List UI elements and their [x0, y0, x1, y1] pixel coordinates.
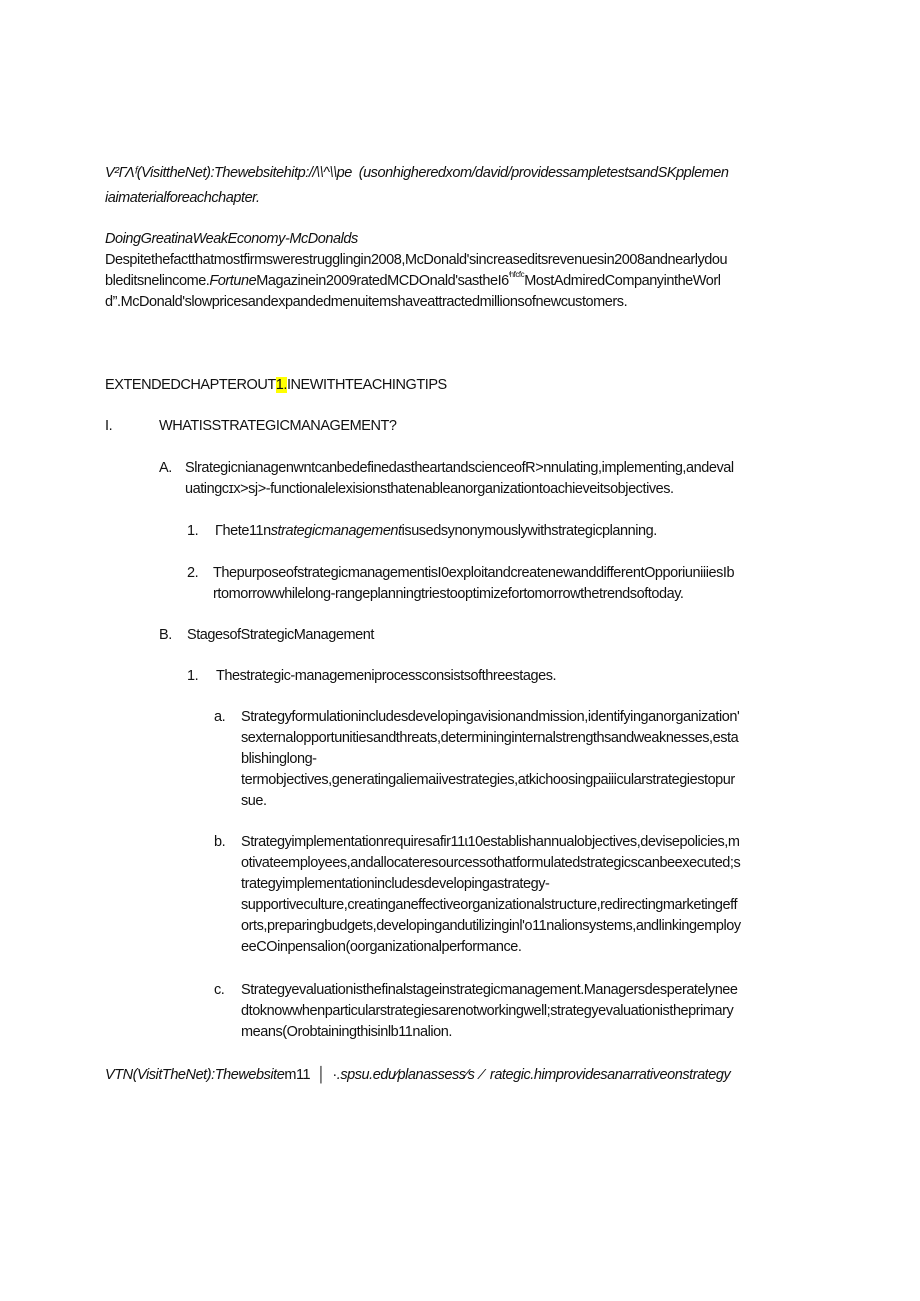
strategy-implementation-text	[241, 832, 741, 958]
text-line: dtoknowwhenparticularstrategiesarenotworkingwell;strategyevaluationistheprimary	[241, 1003, 734, 1019]
section-title: WHATISSTRATEGICMANAGEMENT?	[159, 418, 397, 434]
sub-item-c: c.	[214, 982, 225, 998]
sub-item-b: b.	[214, 834, 226, 850]
text-line: Strategyimplementationrequiresafir11ɩ10establishannualobjectives,devisepolicies,m	[241, 834, 740, 850]
mcdonalds-case	[105, 229, 727, 313]
item-a1-fragment: Γhete11n	[215, 523, 271, 539]
item-a1-term: strategicmanagement	[270, 523, 402, 539]
text-line: supportiveculture,creatinganeffectiveorganizationalstructure,redirectingmarketingeff	[241, 897, 738, 913]
case-text-line-1: Despitethefactthatmostfirmswerestrugglingin2008,McDonald'sincreaseditsrevenuesin2008andnearlydou	[105, 252, 728, 268]
case-text-fragment: bleditsnelincome.	[105, 273, 210, 289]
text-line: otivateemployees,andallocateresourcessothatformulatedstrategicscanbeexecuted;s	[241, 855, 741, 871]
text-line: Strategyformulationincludesdevelopingavisionandmission,identifyinganorganization'	[241, 709, 740, 725]
text-line: trategyimplementationincludesdevelopingastrategy-	[241, 876, 550, 892]
case-text-fragment: MostAdmiredCompanyintheWorl	[524, 273, 721, 289]
highlighted-text: 1.	[275, 377, 287, 393]
heading-text: INEWITHTEACHINGTIPS	[286, 377, 447, 393]
item-a1-text	[215, 521, 657, 542]
heading-text: EXTENDEDCHAPTEROUT	[105, 377, 276, 393]
case-text-line-2	[105, 271, 727, 292]
item-a-text	[185, 458, 734, 500]
item-b1-text: Thestrategic-managemeniprocessconsistsofthreestages.	[216, 668, 557, 684]
chapter-outline-heading	[105, 375, 447, 396]
text-line: sexternalopportunitiesandthreats,determininginternalstrengthsandweaknesses,esta	[241, 730, 739, 746]
item-a1-fragment: isusedsynonymouslywithstrategicplanning.	[401, 523, 657, 539]
ordinal-superscript: ᶥhfcfc	[508, 270, 525, 279]
vtn-intro-line-1: V²ΓΛᶠ(VisittheNet):Thewebsitehitp://\\^\\pe (usonhigheredxom/david/providessampletestsandSKpplemen	[105, 165, 729, 181]
item-number-1: 1.	[187, 668, 199, 684]
item-a-line-1: SlrategicnianagenwntcanbedefinedastheartandscienceofR>nnulating,implementing,andeval	[185, 460, 734, 476]
sub-item-a: a.	[214, 709, 226, 725]
section-number: I.	[105, 418, 113, 434]
case-title: DoingGreatinaWeakEconomy-McDonalds	[105, 231, 358, 247]
item-letter-a: A.	[159, 460, 172, 476]
text-line: means(Orobtainingthisinlb11nalion.	[241, 1024, 452, 1040]
item-a2-line-1: ThepurposeofstrategicmanagementisI0exploitandcreatenewanddifferentOpporiuniiiesIb	[213, 565, 735, 581]
case-text-fragment: Magazinein2009ratedMCDOnald'sastheI6	[256, 273, 509, 289]
item-letter-b: B.	[159, 627, 172, 643]
text-line: termobjectives,generatingaliemaiivestrategies,atkichoosingpaiiicularstrategiestopur	[241, 772, 735, 788]
text-line: orts,preparingbudgets,developingandutilizinginl'o11nalionsystems,andlinkingemploy	[241, 918, 741, 934]
text-line: eeCOinpensalion(oorganizationalperformance.	[241, 939, 522, 955]
vtn-footer-fragment: m11 │ ·	[284, 1067, 337, 1083]
text-line: sue.	[241, 793, 267, 809]
text-line: Strategyevaluationisthefinalstageinstrategicmanagement.Managersdesperatelynee	[241, 982, 738, 998]
vtn-footer-fragment: VTN(VisitTheNet):Thewebsite	[105, 1067, 285, 1083]
item-a2-line-2: rtomorrowwhilelong-rangeplanningtriestooptimizefortomorrowthetrendsoftoday.	[213, 586, 684, 602]
fortune-title: Fortune	[209, 273, 257, 289]
item-number-1: 1.	[187, 523, 199, 539]
vtn-intro-line-2: iaimaterialforeachchapter.	[105, 190, 260, 206]
item-a-line-2: uatingcɪx>sj>-functionalelexisionsthatenableanorganizationtoachieveitsobjectives.	[185, 481, 674, 497]
vtn-footer-fragment: .spsu.edu⁄planassess⁄s ⁄ rategic.himprovidesanarrativeonstrategy	[336, 1067, 731, 1083]
item-b-title: StagesofStrategicManagement	[187, 627, 374, 643]
strategy-formulation-text	[241, 707, 739, 812]
text-line: blishinglong-	[241, 751, 317, 767]
vtn-intro	[105, 163, 729, 209]
strategy-evaluation-text	[241, 980, 738, 1043]
item-number-2: 2.	[187, 565, 199, 581]
case-text-line-3: d”.McDonald'slowpricesandexpandedmenuitemshaveattractedmillionsofnewcustomers.	[105, 294, 628, 310]
vtn-footer	[105, 1065, 730, 1086]
item-a2-text	[213, 563, 734, 605]
